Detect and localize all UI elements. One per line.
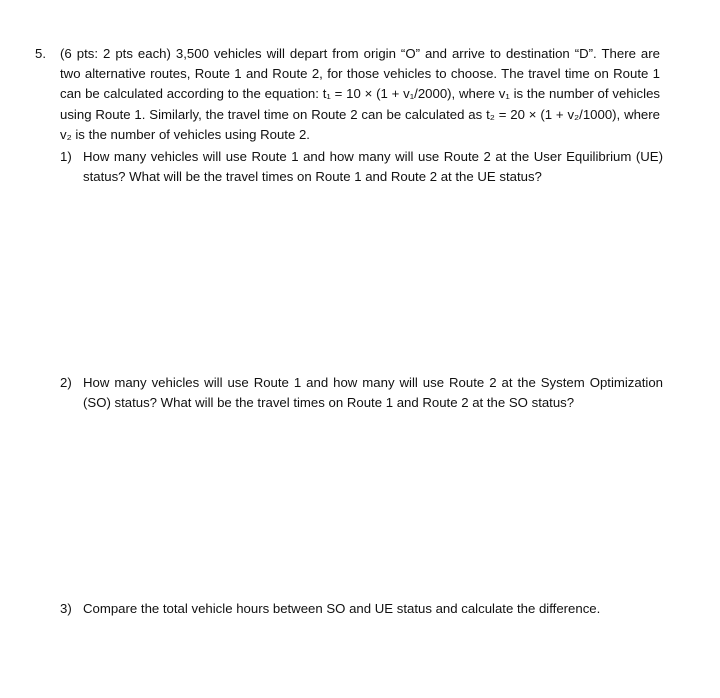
problem-statement <box>35 44 665 145</box>
question-2 <box>60 373 664 413</box>
problem-text: (6 pts: 2 pts each) 3,500 vehicles will depart from origin “O” and arrive to destination “D”. There are two alternative routes, Route 1 and Route 2, for those vehicles to choose. The travel time on Route 1 can be calculated according to the equation: t₁ = 10 × (1 + v₁/2000), where v₁ is the number of vehicles using Route 1. Similarly, the travel time on Route 2 can be calculated as t₂ = 20 × (1 + v₂/1000), where v₂ is the number of vehicles using Route 2. <box>60 46 660 142</box>
question-1-text: How many vehicles will use Route 1 and how many will use Route 2 at the User Equilibrium (UE) status? What will be the travel times on Route 1 and Route 2 at the UE status? <box>83 149 663 185</box>
question-2-number: 2) <box>60 375 72 390</box>
question-3-number: 3) <box>60 601 72 616</box>
question-1-number: 1) <box>60 149 72 164</box>
problem-number: 5. <box>35 46 46 61</box>
question-1 <box>60 147 664 187</box>
question-3 <box>60 599 664 619</box>
question-2-text: How many vehicles will use Route 1 and how many will use Route 2 at the System Optimization (SO) status? What will be the travel times on Route 1 and Route 2 at the SO status? <box>83 375 663 411</box>
question-3-text: Compare the total vehicle hours between SO and UE status and calculate the difference. <box>83 601 601 616</box>
